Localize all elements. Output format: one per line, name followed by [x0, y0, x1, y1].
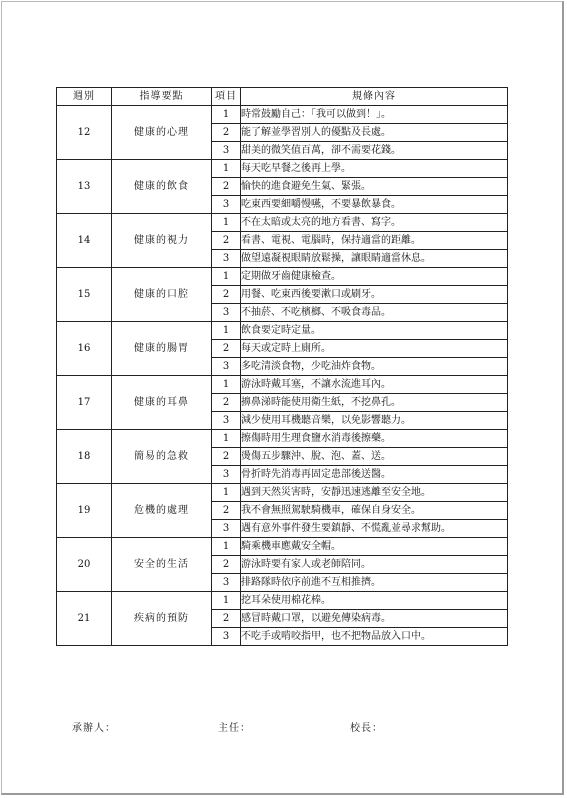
header-item: 項目	[212, 88, 241, 106]
rule-content: 燙傷五步驟沖、脫、泡、蓋、送。	[241, 448, 508, 466]
table-row	[57, 160, 508, 178]
table-row	[57, 484, 508, 502]
guidance-topic: 健康的耳鼻	[112, 376, 212, 430]
table-row	[57, 268, 508, 286]
guidance-topic: 健康的口腔	[112, 268, 212, 322]
item-number: 2	[212, 448, 241, 466]
table-row	[57, 592, 508, 610]
week-number: 15	[57, 268, 112, 322]
item-number: 1	[212, 376, 241, 394]
week-number: 20	[57, 538, 112, 592]
item-number: 2	[212, 610, 241, 628]
rule-content: 遇到天然災害時，安靜迅速逃離至安全地。	[241, 484, 508, 502]
rule-content: 騎乘機車應戴安全帽。	[241, 538, 508, 556]
director-signature-label: 主任：	[218, 723, 251, 734]
guidance-topic: 危機的處理	[112, 484, 212, 538]
rule-content: 能了解並學習別人的優點及長處。	[241, 124, 508, 142]
rule-content: 游泳時戴耳塞，不讓水流進耳內。	[241, 376, 508, 394]
item-number: 3	[212, 250, 241, 268]
rule-content: 時常鼓勵自己：「我可以做到！」。	[241, 106, 508, 124]
principal-signature-label: 校長：	[350, 723, 383, 734]
item-number: 1	[212, 592, 241, 610]
item-number: 3	[212, 412, 241, 430]
rule-content: 感冒時戴口罩，以避免傳染病毒。	[241, 610, 508, 628]
rule-content: 減少使用耳機聽音樂，以免影響聽力。	[241, 412, 508, 430]
item-number: 1	[212, 160, 241, 178]
guidance-topic: 簡易的急救	[112, 430, 212, 484]
rule-content: 做望遠凝視眼睛放鬆操，讓眼睛適當休息。	[241, 250, 508, 268]
item-number: 3	[212, 142, 241, 160]
rule-content: 擤鼻涕時能使用衛生紙，不挖鼻孔。	[241, 394, 508, 412]
guidance-topic: 健康的腸胃	[112, 322, 212, 376]
rule-content: 飲食要定時定量。	[241, 322, 508, 340]
item-number: 1	[212, 268, 241, 286]
table-header-row	[57, 88, 508, 106]
rule-content: 每天吃早餐之後再上學。	[241, 160, 508, 178]
table-row	[57, 214, 508, 232]
rule-content: 吃東西要細嚼慢嚥，不要暴飲暴食。	[241, 196, 508, 214]
item-number: 2	[212, 556, 241, 574]
item-number: 2	[212, 340, 241, 358]
item-number: 2	[212, 178, 241, 196]
rule-content: 不在太暗或太亮的地方看書、寫字。	[241, 214, 508, 232]
item-number: 1	[212, 214, 241, 232]
week-number: 12	[57, 106, 112, 160]
item-number: 1	[212, 322, 241, 340]
guidance-topic: 安全的生活	[112, 538, 212, 592]
item-number: 2	[212, 394, 241, 412]
table-row	[57, 376, 508, 394]
item-number: 2	[212, 286, 241, 304]
rule-content: 我不會無照駕駛騎機車，確保自身安全。	[241, 502, 508, 520]
item-number: 3	[212, 574, 241, 592]
header-content: 規條內容	[241, 88, 508, 106]
rule-content: 排路隊時依序前進不互相推擠。	[241, 574, 508, 592]
item-number: 2	[212, 232, 241, 250]
week-number: 21	[57, 592, 112, 646]
rule-content: 骨折時先消毒再固定患部後送醫。	[241, 466, 508, 484]
guidance-topic: 健康的飲食	[112, 160, 212, 214]
item-number: 2	[212, 502, 241, 520]
header-week: 週別	[57, 88, 112, 106]
handler-signature-label: 承辦人：	[72, 723, 116, 734]
rule-content: 不吃手或啃咬指甲，也不把物品放入口中。	[241, 628, 508, 646]
rule-content: 定期做牙齒健康檢查。	[241, 268, 508, 286]
item-number: 1	[212, 538, 241, 556]
rule-content: 用餐、吃東西後要漱口或刷牙。	[241, 286, 508, 304]
health-rules-table	[56, 87, 508, 646]
guidance-topic: 疾病的預防	[112, 592, 212, 646]
rule-content: 多吃清淡食物，少吃油炸食物。	[241, 358, 508, 376]
item-number: 3	[212, 466, 241, 484]
rule-content: 不抽菸、不吃檳榔、不吸食毒品。	[241, 304, 508, 322]
week-number: 13	[57, 160, 112, 214]
item-number: 2	[212, 124, 241, 142]
rule-content: 遇有意外事件發生要鎮靜、不慌亂並尋求幫助。	[241, 520, 508, 538]
item-number: 3	[212, 628, 241, 646]
guidance-topic: 健康的視力	[112, 214, 212, 268]
guidance-topic: 健康的心理	[112, 106, 212, 160]
item-number: 3	[212, 196, 241, 214]
rule-content: 挖耳朵使用棉花棒。	[241, 592, 508, 610]
item-number: 3	[212, 520, 241, 538]
table-row	[57, 106, 508, 124]
item-number: 1	[212, 106, 241, 124]
week-number: 18	[57, 430, 112, 484]
item-number: 3	[212, 304, 241, 322]
header-topic: 指導要點	[112, 88, 212, 106]
item-number: 1	[212, 484, 241, 502]
item-number: 3	[212, 358, 241, 376]
week-number: 14	[57, 214, 112, 268]
week-number: 16	[57, 322, 112, 376]
rule-content: 甜美的微笑值百萬，卻不需要花錢。	[241, 142, 508, 160]
rule-content: 擦傷時用生理食鹽水消毒後擦藥。	[241, 430, 508, 448]
rule-content: 看書、電視、電腦時，保持適當的距離。	[241, 232, 508, 250]
table-row	[57, 322, 508, 340]
week-number: 19	[57, 484, 112, 538]
table-row	[57, 430, 508, 448]
table-row	[57, 538, 508, 556]
rule-content: 每天或定時上廁所。	[241, 340, 508, 358]
rule-content: 愉快的進食避免生氣、緊張。	[241, 178, 508, 196]
rule-content: 游泳時要有家人或老師陪同。	[241, 556, 508, 574]
item-number: 1	[212, 430, 241, 448]
week-number: 17	[57, 376, 112, 430]
